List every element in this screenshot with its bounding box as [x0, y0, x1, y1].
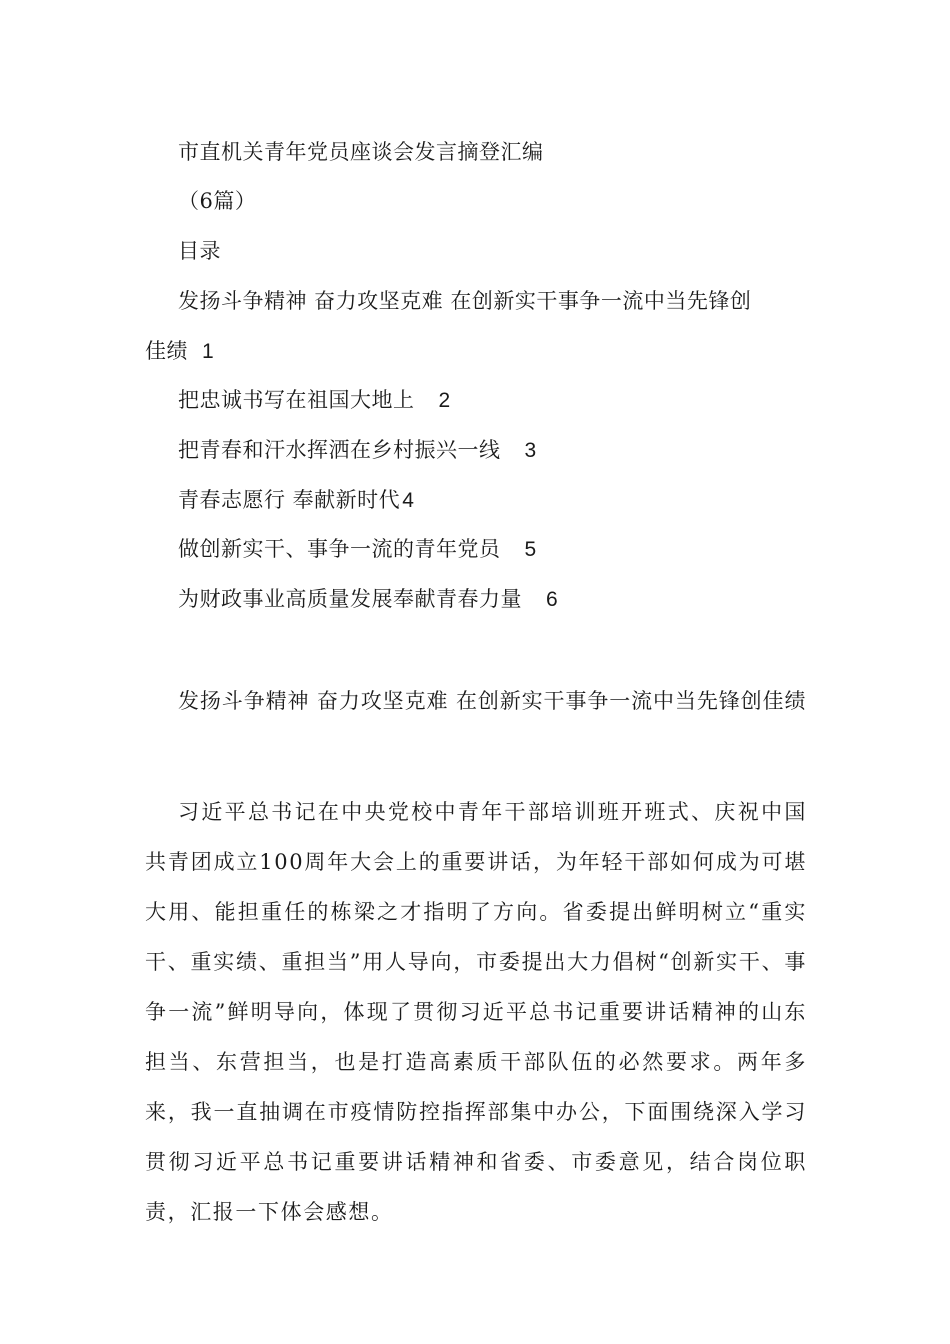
toc-entry-5[interactable]	[178, 534, 537, 565]
toc-entry-2[interactable]	[178, 385, 451, 416]
toc-page-number: 3	[524, 439, 537, 462]
toc-page-number: 2	[438, 389, 451, 412]
toc-page-number: 1	[202, 340, 215, 363]
document-subtitle: （6篇）	[178, 189, 257, 213]
toc-entry-2-text: 把忠诚书写在祖国大地上	[178, 388, 415, 412]
toc-entry-6-text: 为财政事业高质量发展奉献青春力量	[178, 587, 522, 611]
section-title: 发扬斗争精神 奋力攻坚克难 在创新实干事争一流中当先锋创佳绩	[178, 689, 807, 713]
toc-entry-6[interactable]	[178, 584, 558, 615]
document-title: 市直机关青年党员座谈会发言摘登汇编	[178, 140, 544, 164]
toc-page-number: 4	[402, 489, 415, 512]
toc-page-number: 5	[524, 538, 537, 561]
toc-entry-1-line2[interactable]	[145, 336, 214, 367]
body-paragraph: 习近平总书记在中央党校中青年干部培训班开班式、庆祝中国共青团成立100周年大会上的重要讲话，为年轻干部如何成为可堪大用、能担重任的栋梁之才指明了方向。省委提出鲜明树立“重实干、重实绩、重担当”用人导向，市委提出大力倡树“创新实干、事争一流”鲜明导向，体现了贯彻习近平总书记重要讲话精神的山东担当、东营担当，也是打造高素质干部队伍的必然要求。两年多来，我一直抽调在市疫情防控指挥部集中办公，下面围绕深入学习贯彻习近平总书记重要讲话精神和省委、市委意见，结合岗位职责，汇报一下体会感想。	[145, 800, 807, 1224]
toc-entry-4-text: 青春志愿行 奉献新时代	[178, 488, 401, 512]
toc-entry-3[interactable]	[178, 435, 537, 466]
toc-entry-3-text: 把青春和汗水挥洒在乡村振兴一线	[178, 438, 501, 462]
toc-entry-5-text: 做创新实干、事争一流的青年党员	[178, 537, 501, 561]
toc-entry-4[interactable]	[178, 485, 414, 516]
toc-entry-1-text: 佳绩	[145, 339, 188, 363]
toc-page-number: 6	[546, 588, 559, 611]
toc-heading: 目录	[178, 239, 221, 263]
toc-entry-1-line1[interactable]: 发扬斗争精神 奋力攻坚克难 在创新实干事争一流中当先锋创	[178, 289, 752, 313]
